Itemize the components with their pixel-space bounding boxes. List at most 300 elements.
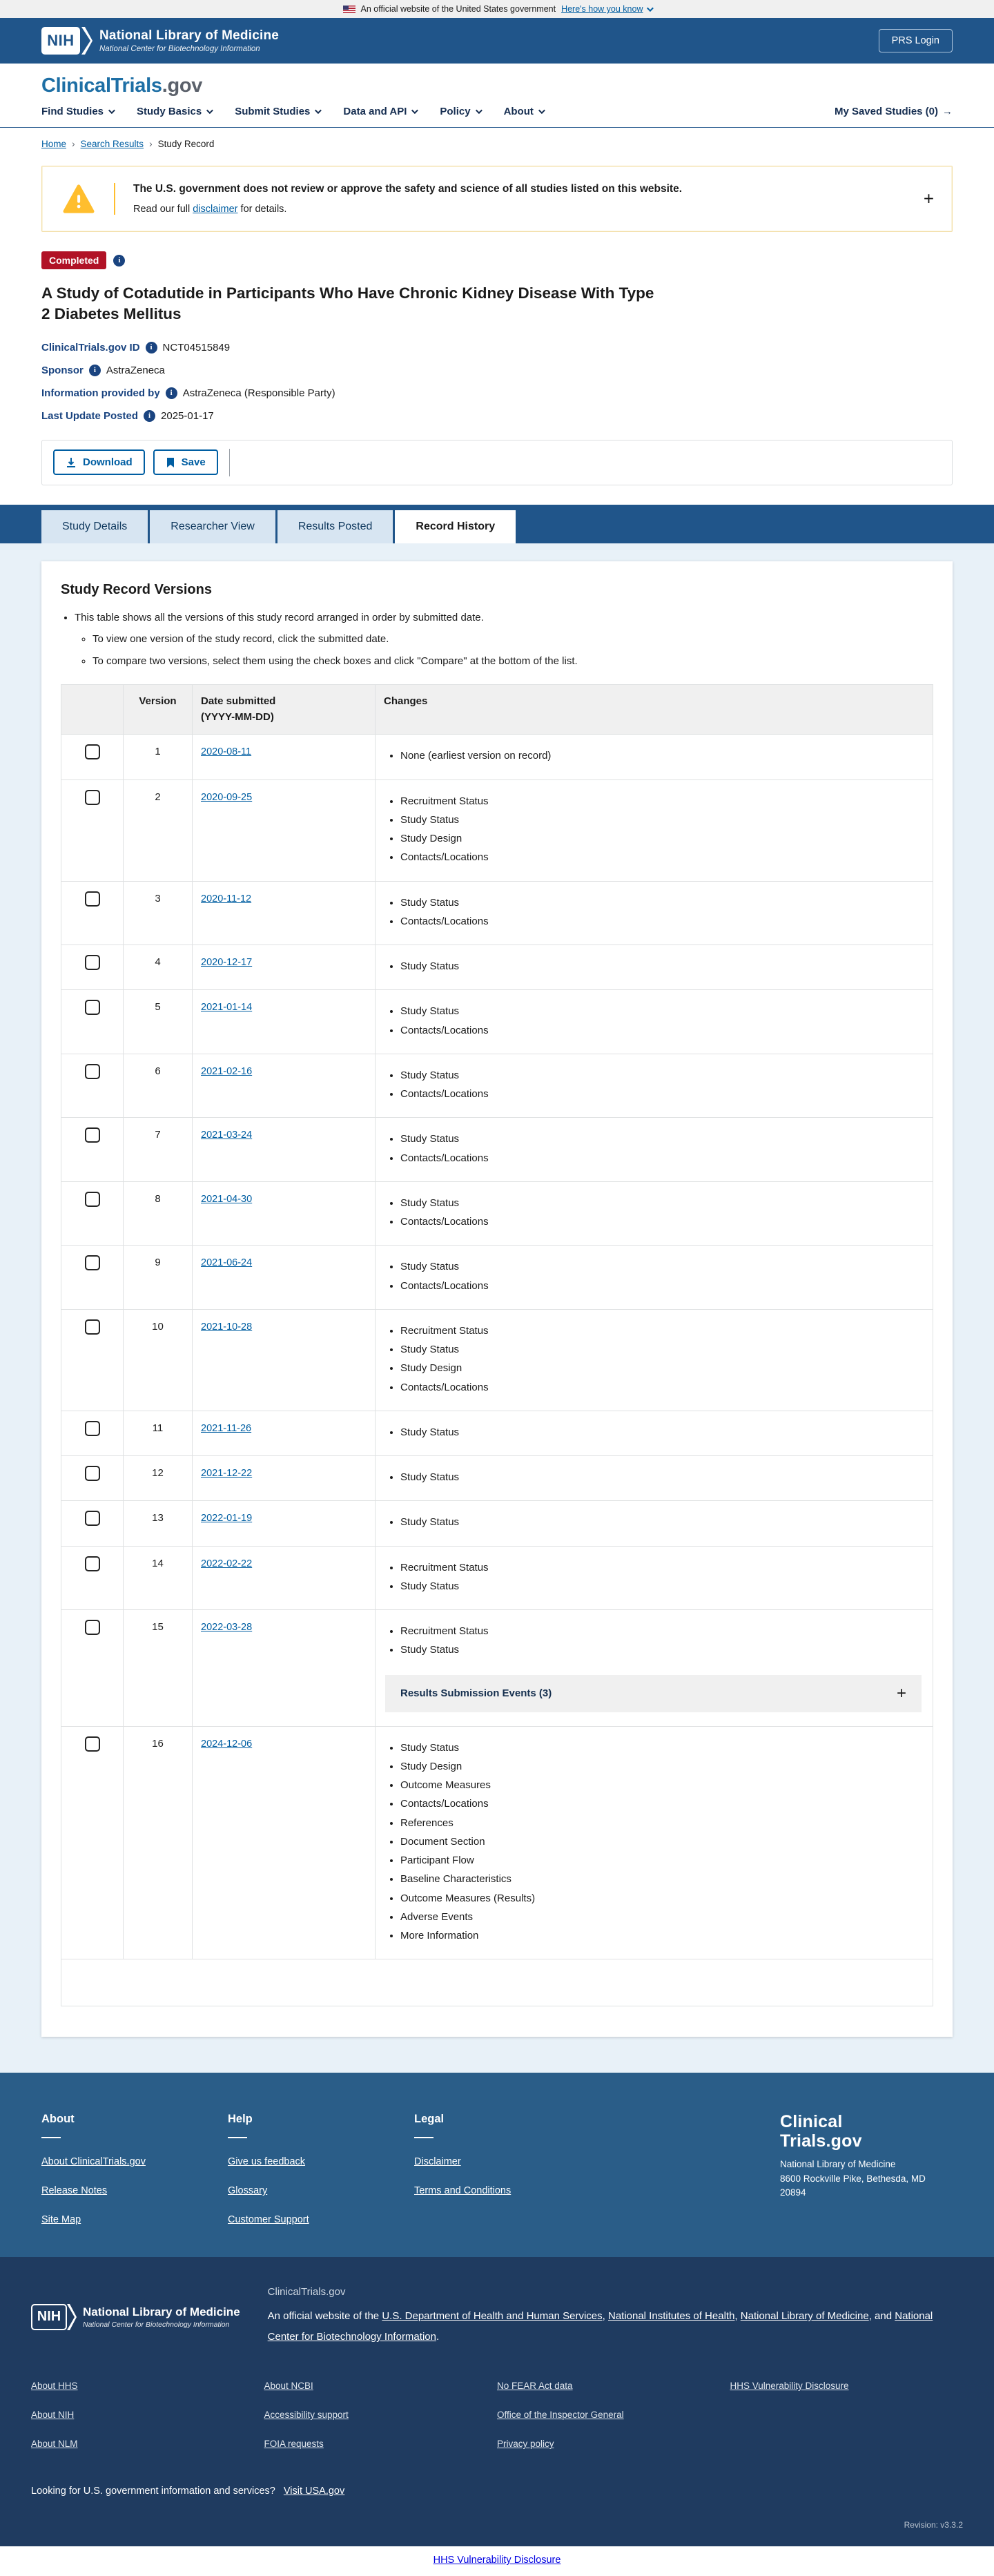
nih-footer-link-hhs-vulnerability-disclosure[interactable]: HHS Vulnerability Disclosure — [730, 2381, 849, 2392]
versions-table-header — [61, 685, 933, 735]
date-submitted-link[interactable]: 2021-06-24 — [201, 1257, 253, 1269]
table-row — [61, 779, 933, 881]
change-item: • Study Design — [400, 832, 923, 846]
version-checkbox[interactable] — [85, 790, 100, 805]
checkbox-cell — [61, 1181, 124, 1246]
info-provided-label: Information provided by — [41, 387, 160, 399]
footer-link-release-notes[interactable]: Release Notes — [41, 2185, 108, 2197]
version-checkbox[interactable] — [85, 1736, 100, 1752]
hhs-vulnerability-disclosure-link[interactable]: HHS Vulnerability Disclosure — [433, 2555, 561, 2566]
meta-sponsor-line — [41, 365, 953, 376]
checkbox-cell — [61, 735, 124, 779]
bottom-strip — [0, 2546, 994, 2576]
date-submitted-link[interactable]: 2020-11-12 — [201, 893, 252, 904]
changes-cell — [376, 1610, 933, 1727]
nct-id-value: NCT04515849 — [162, 341, 231, 354]
breadcrumb-item-search-results[interactable]: Search Results — [80, 139, 144, 149]
expand-results-events-button[interactable]: + — [896, 1683, 906, 1703]
table-footer-cell — [61, 1959, 933, 2006]
versions-table — [61, 684, 933, 2006]
version-checkbox[interactable] — [85, 1319, 100, 1335]
change-item: • Study Status — [400, 813, 923, 827]
meta-id-line — [41, 342, 953, 354]
nih-footer-logo-text: NIH — [31, 2304, 67, 2330]
checkbox-cell — [61, 1246, 124, 1310]
changes-list — [385, 887, 923, 938]
nav-item-label: Data and API — [343, 106, 407, 117]
date-cell — [193, 1054, 376, 1118]
official-text: . — [436, 2331, 440, 2343]
change-item: • Study Status — [400, 1471, 923, 1484]
version-number-cell: 15 — [124, 1610, 193, 1727]
version-number-cell: 9 — [124, 1246, 193, 1310]
main-nav — [0, 99, 994, 128]
info-icon[interactable]: i — [144, 410, 155, 422]
change-item: • Recruitment Status — [400, 795, 923, 808]
version-checkbox[interactable] — [85, 1000, 100, 1015]
heres-how-you-know-link[interactable] — [561, 4, 651, 14]
nav-item-data-and-api[interactable] — [343, 106, 416, 117]
nih-footer-link-about-nih[interactable]: About NIH — [31, 2410, 75, 2421]
change-item: • Recruitment Status — [400, 1324, 923, 1338]
arrow-right-icon: → — [942, 106, 953, 117]
warning-pre-text: Read our full — [133, 204, 191, 215]
version-checkbox[interactable] — [85, 744, 100, 759]
table-row — [61, 1246, 933, 1310]
action-bar — [41, 440, 953, 485]
change-item: • Contacts/Locations — [400, 1087, 923, 1101]
nih-footer-link-no-fear-act-data[interactable]: No FEAR Act data — [497, 2381, 573, 2392]
chevron-down-icon — [538, 107, 545, 114]
visit-usa-gov-link[interactable]: Visit USA.gov — [283, 2486, 345, 2497]
nih-footer-link-foia-requests[interactable]: FOIA requests — [264, 2439, 324, 2450]
date-column-header — [193, 685, 376, 735]
version-checkbox[interactable] — [85, 1192, 100, 1207]
change-item: • Study Status — [400, 1426, 923, 1440]
save-button[interactable] — [153, 449, 218, 475]
changes-cell — [376, 1546, 933, 1610]
checkbox-cell — [61, 1501, 124, 1546]
nih-logo-chevron-icon — [81, 27, 92, 55]
table-row — [61, 1501, 933, 1546]
changes-list — [385, 1507, 923, 1538]
results-submission-events-bar — [385, 1675, 922, 1712]
version-number-cell: 6 — [124, 1054, 193, 1118]
change-item: • Study Status — [400, 1515, 923, 1529]
changes-list — [385, 1188, 923, 1239]
change-item: • Contacts/Locations — [400, 851, 923, 864]
footer-link-site-map[interactable]: Site Map — [41, 2214, 81, 2226]
nav-item-label: Find Studies — [41, 106, 104, 117]
nih-header — [0, 18, 994, 64]
date-cell — [193, 945, 376, 990]
date-submitted-link[interactable]: 2021-12-22 — [201, 1468, 253, 1479]
version-number-cell: 1 — [124, 735, 193, 779]
nih-footer-link-about-hhs[interactable]: About HHS — [31, 2381, 78, 2392]
changes-column-header: Changes — [376, 685, 933, 735]
changes-list — [385, 1552, 923, 1603]
download-button[interactable] — [53, 449, 145, 475]
date-submitted-link[interactable]: 2021-11-26 — [201, 1422, 252, 1434]
info-icon[interactable]: i — [146, 342, 157, 354]
version-checkbox[interactable] — [85, 1620, 100, 1635]
changes-cell — [376, 990, 933, 1054]
change-item: • Contacts/Locations — [400, 1797, 923, 1811]
nih-footer-ncbi: National Center for Biotechnology Information — [83, 2320, 230, 2329]
change-item: • Study Status — [400, 1343, 923, 1357]
date-submitted-link[interactable]: 2021-04-30 — [201, 1193, 253, 1205]
id-label: ClinicalTrials.gov ID — [41, 341, 140, 354]
footer-column-help — [228, 2113, 414, 2225]
table-row — [61, 990, 933, 1054]
date-header-line1: Date submitted — [201, 695, 276, 708]
footer-link-customer-support[interactable]: Customer Support — [228, 2214, 309, 2226]
table-row — [61, 735, 933, 779]
breadcrumb-separator: › — [149, 139, 153, 149]
meta-last-update-line — [41, 410, 953, 422]
nih-footer-logo[interactable] — [31, 2286, 240, 2347]
official-text: An official website of the — [267, 2310, 382, 2323]
changes-cell — [376, 1118, 933, 1182]
version-number-cell: 3 — [124, 881, 193, 945]
changes-list — [385, 740, 923, 772]
info-provided-value: AstraZeneca (Responsible Party) — [182, 387, 335, 399]
change-item: • None (earliest version on record) — [400, 749, 923, 763]
date-submitted-link[interactable]: 2022-03-28 — [201, 1622, 253, 1633]
gov-banner-text: An official website of the United States government — [360, 4, 556, 14]
nih-footer-logo-chevron-icon — [67, 2304, 77, 2330]
official-text: , and — [868, 2310, 895, 2323]
checkbox-cell — [61, 779, 124, 881]
status-badge: Completed — [41, 251, 106, 269]
clinicaltrials-logo[interactable]: ClinicalTrials — [41, 75, 162, 97]
table-row — [61, 1546, 933, 1610]
usa-gov-line — [31, 2486, 963, 2497]
change-item: • Outcome Measures (Results) — [400, 1892, 923, 1906]
date-submitted-link[interactable]: 2020-12-17 — [201, 957, 253, 968]
status-row — [0, 232, 994, 269]
revision-text: Revision: v3.3.2 — [904, 2520, 963, 2530]
nih-footer-links — [31, 2381, 963, 2468]
warning-subtext — [133, 204, 682, 215]
info-icon[interactable]: i — [113, 255, 125, 267]
table-row — [61, 1456, 933, 1501]
table-row — [61, 1726, 933, 1959]
change-item: • Study Status — [400, 1643, 923, 1657]
chevron-down-icon — [315, 107, 322, 114]
clinicaltrials-logo-suffix: .gov — [162, 75, 203, 97]
change-item: • Study Status — [400, 896, 923, 910]
nav-item-label: Study Basics — [137, 106, 202, 117]
official-link-national-institutes-of-health[interactable]: National Institutes of Health — [607, 2310, 735, 2323]
footer-column-heading: Help — [228, 2113, 253, 2126]
date-submitted-link[interactable]: 2021-10-28 — [201, 1321, 253, 1333]
save-label: Save — [181, 456, 206, 469]
table-row — [61, 1118, 933, 1182]
change-item: • Study Status — [400, 1132, 923, 1146]
checkbox-cell — [61, 1546, 124, 1610]
nav-item-find-studies[interactable] — [41, 106, 113, 117]
date-submitted-link[interactable]: 2024-12-06 — [201, 1738, 253, 1750]
footer-column-heading: Legal — [414, 2113, 445, 2126]
versions-heading: Study Record Versions — [61, 581, 212, 597]
table-row — [61, 881, 933, 945]
checkbox-cell — [61, 1054, 124, 1118]
nih-logo[interactable] — [41, 27, 92, 55]
change-item: • Recruitment Status — [400, 1561, 923, 1575]
nih-footer-link-office-of-the-inspector-general[interactable]: Office of the Inspector General — [497, 2410, 624, 2421]
intro-sub-bullet: ◦ To view one version of the study record, click the submitted date. — [92, 632, 933, 648]
changes-cell — [376, 779, 933, 881]
ncbi-subtitle: National Center for Biotechnology Information — [99, 45, 260, 53]
changes-list — [385, 996, 923, 1047]
date-submitted-link[interactable]: 2021-02-16 — [201, 1065, 253, 1077]
footer-link-about-clinicaltrials-gov[interactable]: About ClinicalTrials.gov — [41, 2156, 146, 2168]
version-checkbox[interactable] — [85, 1511, 100, 1526]
footer-clinicaltrials-logo — [780, 2113, 953, 2151]
change-item: • Study Design — [400, 1760, 923, 1774]
changes-list — [385, 951, 923, 982]
change-item: • Study Status — [400, 1741, 923, 1755]
version-number-cell: 4 — [124, 945, 193, 990]
changes-cell — [376, 881, 933, 945]
version-number-cell: 14 — [124, 1546, 193, 1610]
date-cell — [193, 1246, 376, 1310]
footer-column-about — [41, 2113, 228, 2225]
warning-post-text: for details. — [240, 204, 287, 215]
version-number-cell: 12 — [124, 1456, 193, 1501]
date-header-line2: (YYYY-MM-DD) — [201, 710, 274, 723]
changes-cell — [376, 945, 933, 990]
version-checkbox[interactable] — [85, 1255, 100, 1270]
official-text: , — [602, 2310, 608, 2323]
changes-cell — [376, 1411, 933, 1455]
date-cell — [193, 1118, 376, 1182]
checkbox-cell — [61, 1118, 124, 1182]
site-footer — [0, 2073, 994, 2257]
brand-row — [0, 64, 994, 99]
nav-item-submit-studies[interactable] — [235, 106, 320, 117]
nlm-title: National Library of Medicine — [99, 28, 280, 43]
date-cell — [193, 779, 376, 881]
version-number-cell: 13 — [124, 1501, 193, 1546]
warning-title: The U.S. government does not review or approve the safety and science of all studies listed on this website. — [133, 183, 683, 195]
intro-bullet — [75, 610, 933, 670]
change-item: • Study Status — [400, 1260, 923, 1274]
footer-address-line: National Library of Medicine — [780, 2159, 896, 2170]
date-submitted-link[interactable]: 2021-01-14 — [201, 1002, 253, 1014]
footer-link-glossary[interactable]: Glossary — [228, 2185, 268, 2197]
date-cell — [193, 1726, 376, 1959]
changes-cell — [376, 1501, 933, 1546]
chevron-down-icon — [476, 107, 483, 114]
info-icon[interactable]: i — [89, 365, 101, 376]
changes-list — [385, 786, 923, 874]
nav-item-label: Submit Studies — [235, 106, 311, 117]
changes-list — [385, 1315, 923, 1404]
sponsor-label: Sponsor — [41, 364, 84, 376]
warning-divider — [114, 183, 115, 215]
tab-researcher-view[interactable]: Researcher View — [150, 510, 275, 543]
nih-footer-link-column — [31, 2381, 264, 2468]
footer-link-give-us-feedback[interactable]: Give us feedback — [228, 2156, 306, 2168]
nih-footer-site-name: ClinicalTrials.gov — [267, 2286, 346, 2298]
change-item: • Recruitment Status — [400, 1625, 923, 1638]
date-submitted-link[interactable]: 2021-03-24 — [201, 1130, 253, 1141]
table-row — [61, 1054, 933, 1118]
date-submitted-link[interactable]: 2022-01-19 — [201, 1513, 253, 1524]
version-checkbox[interactable] — [85, 1466, 100, 1481]
saved-studies-label: My Saved Studies (0) — [834, 106, 938, 117]
nav-item-study-basics[interactable] — [137, 106, 211, 117]
changes-cell — [376, 1456, 933, 1501]
version-number-cell: 11 — [124, 1411, 193, 1455]
official-link-u-s-department-of-health-and-human-services[interactable]: U.S. Department of Health and Human Services — [382, 2310, 603, 2323]
nih-footer-link-privacy-policy[interactable]: Privacy policy — [497, 2439, 554, 2450]
nih-footer-link-column — [497, 2381, 730, 2468]
disclaimer-link[interactable]: disclaimer — [193, 204, 238, 215]
version-number-cell: 8 — [124, 1181, 193, 1246]
action-divider — [229, 449, 230, 476]
nih-footer-nlm: National Library of Medicine — [83, 2305, 240, 2318]
footer-address-line: 20894 — [780, 2187, 806, 2198]
date-cell — [193, 1610, 376, 1727]
table-row — [61, 1610, 933, 1727]
change-item: • Study Status — [400, 1005, 923, 1018]
meta-info-provided-line — [41, 387, 953, 399]
footer-address-line: 8600 Rockville Pike, Bethesda, MD — [780, 2173, 926, 2184]
change-item: • Contacts/Locations — [400, 915, 923, 929]
breadcrumb-item-home[interactable]: Home — [41, 139, 67, 149]
version-column-header: Version — [124, 685, 193, 735]
nih-footer-link-column — [730, 2381, 964, 2468]
official-link-national-center-for-biotechnology-information[interactable]: National Center for Biotechnology Information — [267, 2310, 933, 2343]
heres-how-label: Here's how you know — [561, 4, 643, 14]
checkbox-cell — [61, 1309, 124, 1411]
version-number-cell: 7 — [124, 1118, 193, 1182]
change-item: • Adverse Events — [400, 1910, 923, 1924]
version-checkbox[interactable] — [85, 1556, 100, 1571]
warning-text-block — [133, 183, 682, 215]
nih-footer-text-block — [83, 2305, 240, 2329]
date-submitted-link[interactable]: 2020-08-11 — [201, 746, 252, 758]
checkbox-cell — [61, 1726, 124, 1959]
footer-link-terms-and-conditions[interactable]: Terms and Conditions — [414, 2185, 511, 2197]
study-title: A Study of Cotadutide in Participants Who Have Chronic Kidney Disease With Type 2 Diabetes Mellitus — [41, 284, 654, 323]
date-cell — [193, 881, 376, 945]
info-icon[interactable]: i — [166, 387, 177, 399]
date-submitted-link[interactable]: 2020-09-25 — [201, 791, 253, 803]
changes-cell — [376, 1246, 933, 1310]
date-cell — [193, 1501, 376, 1546]
footer-heading-rule — [41, 2137, 61, 2138]
table-row — [61, 1309, 933, 1411]
footer-link-disclaimer[interactable]: Disclaimer — [414, 2156, 461, 2168]
checkbox-cell — [61, 1456, 124, 1501]
version-checkbox[interactable] — [85, 891, 100, 907]
footer-heading-rule — [414, 2137, 433, 2138]
changes-list — [385, 1462, 923, 1493]
table-row — [61, 1411, 933, 1455]
change-item: • Study Status — [400, 1580, 923, 1594]
change-item: • Contacts/Locations — [400, 1152, 923, 1165]
chevron-down-icon — [206, 107, 213, 114]
chevron-down-icon — [108, 107, 115, 114]
nih-footer-link-about-ncbi[interactable]: About NCBI — [264, 2381, 313, 2392]
versions-intro-list — [75, 610, 933, 670]
nih-footer-link-about-nlm[interactable]: About NLM — [31, 2439, 78, 2450]
change-item: • Baseline Characteristics — [400, 1872, 923, 1886]
warning-expand-button[interactable]: + — [923, 188, 934, 209]
version-number-cell: 5 — [124, 990, 193, 1054]
change-item: • Outcome Measures — [400, 1779, 923, 1792]
us-flag-icon — [343, 6, 355, 13]
nav-item-label: Policy — [440, 106, 471, 117]
date-cell — [193, 1546, 376, 1610]
changes-cell — [376, 1309, 933, 1411]
last-update-value: 2025-01-17 — [161, 409, 214, 422]
change-item: • Contacts/Locations — [400, 1024, 923, 1038]
official-link-national-library-of-medicine[interactable]: National Library of Medicine — [740, 2310, 869, 2323]
version-number-cell: 16 — [124, 1726, 193, 1959]
version-checkbox[interactable] — [85, 1421, 100, 1436]
version-number-cell: 2 — [124, 779, 193, 881]
changes-list — [385, 1060, 923, 1111]
change-item: • Contacts/Locations — [400, 1381, 923, 1395]
nih-footer-link-accessibility-support[interactable]: Accessibility support — [264, 2410, 349, 2421]
results-submission-events-label: Results Submission Events (3) — [400, 1687, 552, 1699]
prs-login-button[interactable]: PRS Login — [879, 29, 953, 52]
footer-logo-block — [780, 2113, 953, 2225]
sponsor-value: AstraZeneca — [106, 364, 165, 376]
changes-cell — [376, 735, 933, 779]
table-footer-row — [61, 1959, 933, 2006]
checkbox-cell — [61, 1610, 124, 1727]
nih-logo-text: NIH — [41, 27, 80, 55]
breadcrumb — [0, 128, 994, 156]
record-versions-card — [41, 561, 953, 2037]
date-cell — [193, 1456, 376, 1501]
tab-study-details[interactable]: Study Details — [41, 510, 148, 543]
date-submitted-link[interactable]: 2022-02-22 — [201, 1558, 253, 1569]
date-cell — [193, 1411, 376, 1455]
intro-text: This table shows all the versions of this study record arranged in order by submitted date. — [75, 611, 484, 623]
footer-column-legal — [414, 2113, 601, 2225]
version-checkbox[interactable] — [85, 1064, 100, 1079]
table-row — [61, 945, 933, 990]
my-saved-studies-link[interactable] — [835, 106, 953, 117]
footer-column-heading: About — [41, 2113, 75, 2126]
change-item: • Study Status — [400, 960, 923, 974]
official-website-paragraph — [268, 2306, 958, 2347]
changes-cell — [376, 1726, 933, 1959]
date-cell — [193, 735, 376, 779]
nih-footer — [0, 2257, 994, 2546]
version-checkbox[interactable] — [85, 1127, 100, 1143]
nav-item-about[interactable] — [504, 106, 543, 117]
version-checkbox[interactable] — [85, 955, 100, 970]
warning-banner — [41, 166, 953, 232]
nav-item-policy[interactable] — [440, 106, 480, 117]
nlm-title-block — [99, 28, 279, 53]
tab-record-history[interactable]: Record History — [395, 510, 516, 543]
last-update-label: Last Update Posted — [41, 409, 139, 422]
usa-gov-text: Looking for U.S. government information and services? — [31, 2486, 275, 2497]
content-area — [0, 543, 994, 2073]
change-item: • Study Design — [400, 1362, 923, 1375]
gov-banner — [0, 0, 994, 18]
tab-results-posted[interactable]: Results Posted — [277, 510, 393, 543]
